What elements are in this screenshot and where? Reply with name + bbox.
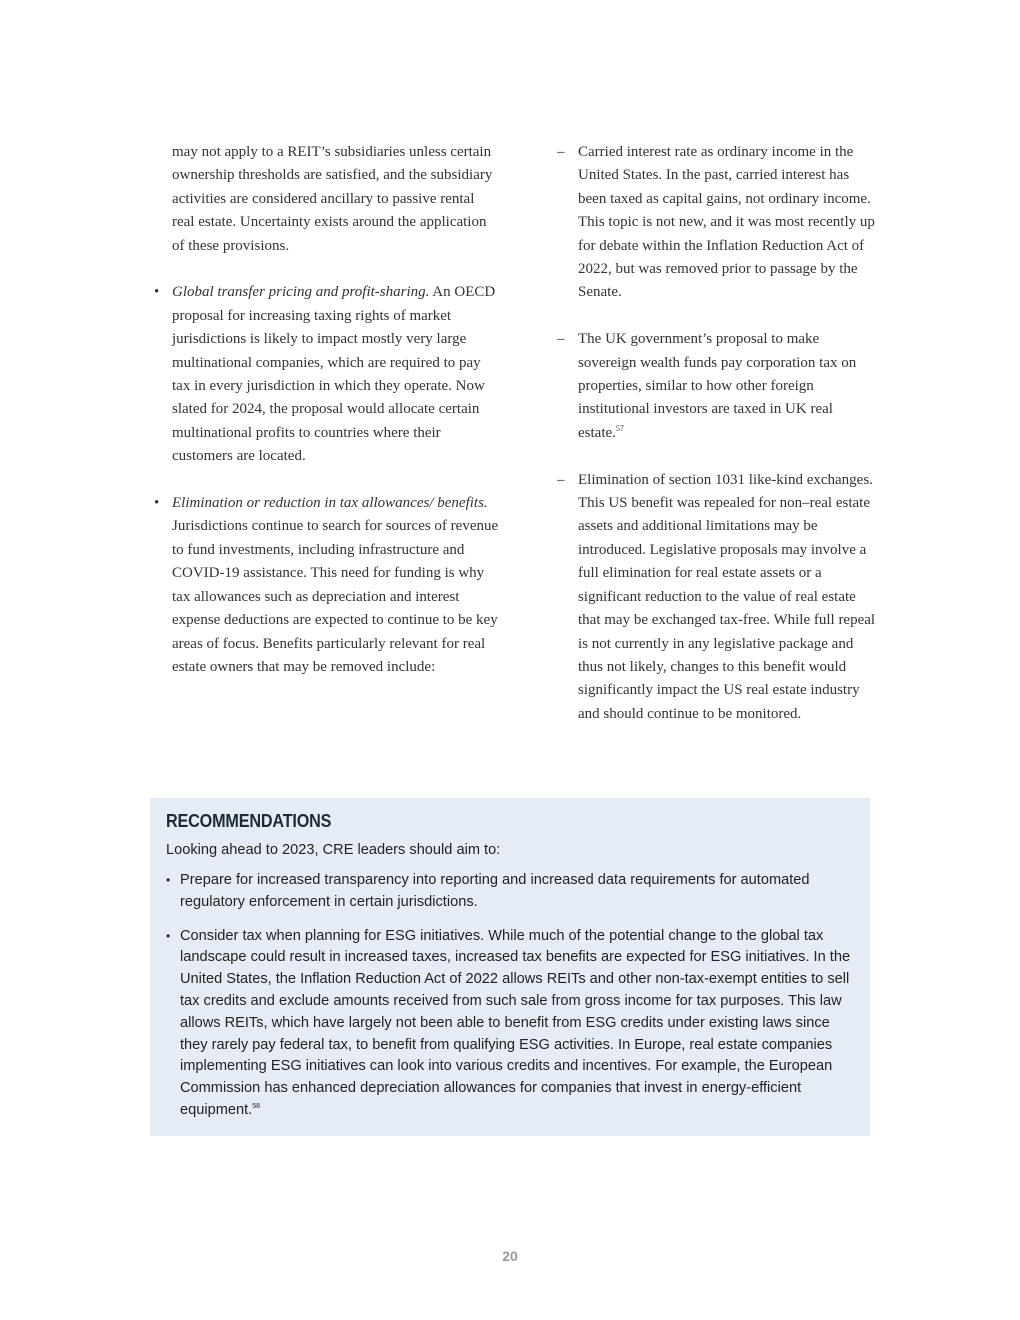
recommendation-text: Prepare for increased transparency into reporting and increased data requirements for automated regulatory enforcement in certain jurisdictions.	[180, 872, 810, 910]
right-column	[556, 141, 876, 750]
bullet-text: An OECD proposal for increasing taxing rights of market jurisdictions is likely to impact mostly very large multinational companies, which are required to pay tax in every jurisdiction in which they operate. Now slated for 2024, the proposal would allocate certain multinational profits to countries where their customers are located.	[172, 284, 496, 465]
recommendation-text: Consider tax when planning for ESG initiatives. While much of the potential change to the global tax landscape could result in increased taxes, increased tax benefits are expected for ESG initiatives. In the United States, the Inflation Reduction Act of 2022 allows REITs and other non-tax-exempt entities to sell tax credits and exclude amounts received from such sale from gross income for tax purposes. This law allows REITs, which have largely not been able to benefit from ESG credits under existing laws since they rarely pay federal tax, to benefit from qualifying ESG activities. In Europe, real estate companies implementing ESG initiatives can look into various credits and incentives. For example, the European Commission has enhanced depreciation allowances for companies that invest in energy-efficient equipment.	[180, 927, 851, 1118]
dash-item-carried-interest	[556, 141, 876, 305]
dash-item-text: The UK government’s proposal to make sovereign wealth funds pay corporation tax on properties, similar to how other foreign institutional investors are taxed in UK real estate.	[578, 331, 857, 441]
dash-item-text: Carried interest rate as ordinary income in the United States. In the past, carried interest has been taxed as capital gains, not ordinary income. This topic is not new, and it was most recently up for debate within the Inflation Reduction Act of 2022, but was removed prior to passage by the Senate.	[578, 144, 875, 301]
bullet-item-transfer-pricing	[150, 281, 500, 468]
bullet-title: Global transfer pricing and profit-sharing.	[172, 284, 430, 301]
dash-icon: –	[557, 331, 565, 348]
bullet-icon: •	[166, 873, 171, 887]
recommendations-box	[150, 798, 870, 1136]
footnote-ref[interactable]: 58	[252, 1102, 261, 1110]
recommendation-item-transparency	[166, 870, 854, 914]
bullet-icon: •	[154, 495, 160, 512]
bullet-icon: •	[166, 928, 171, 943]
footnote-ref[interactable]: 57	[615, 423, 624, 433]
dash-item-text: Elimination of section 1031 like-kind exchanges. This US benefit was repealed for non–real estate assets and additional limitations may be introduced. Legislative proposals may involve a full elimination for real estate assets or a significant reduction to the value of real estate that may be exchanged tax-free. While full repeal is not currently in any legislative package and thus not likely, changes to this benefit would significantly impact the US real estate industry and should continue to be monitored.	[578, 471, 876, 722]
recommendations-lead: Looking ahead to 2023, CRE leaders should aim to:	[166, 842, 501, 858]
intro-continuation: may not apply to a REIT’s subsidiaries unless certain ownership thresholds are satisfied, and the subsidiary activities are considered ancillary to passive rental real estate. Uncertainty exists around the application of these provisions.	[172, 144, 493, 254]
dash-item-uk-sovereign-funds	[556, 328, 876, 445]
left-column	[150, 141, 500, 703]
recommendations-heading: RECOMMENDATIONS	[166, 811, 332, 831]
dash-icon: –	[557, 144, 565, 160]
bullet-text: Jurisdictions continue to search for sources of revenue to fund investments, including infrastructure and COVID-19 assistance. This need for funding is why tax allowances such as depreciation and interest expense deductions are expected to continue to be key areas of focus. Benefits particularly relevant for real estate owners that may be removed include:	[172, 518, 499, 675]
bullet-icon: •	[154, 284, 160, 301]
dash-icon: –	[557, 471, 565, 488]
dash-item-section-1031	[556, 469, 876, 726]
page-number: 20	[502, 1248, 518, 1264]
bullet-title: Elimination or reduction in tax allowances/ benefits.	[172, 495, 488, 512]
bullet-item-tax-allowances	[150, 492, 500, 679]
recommendation-item-esg	[166, 926, 854, 1122]
